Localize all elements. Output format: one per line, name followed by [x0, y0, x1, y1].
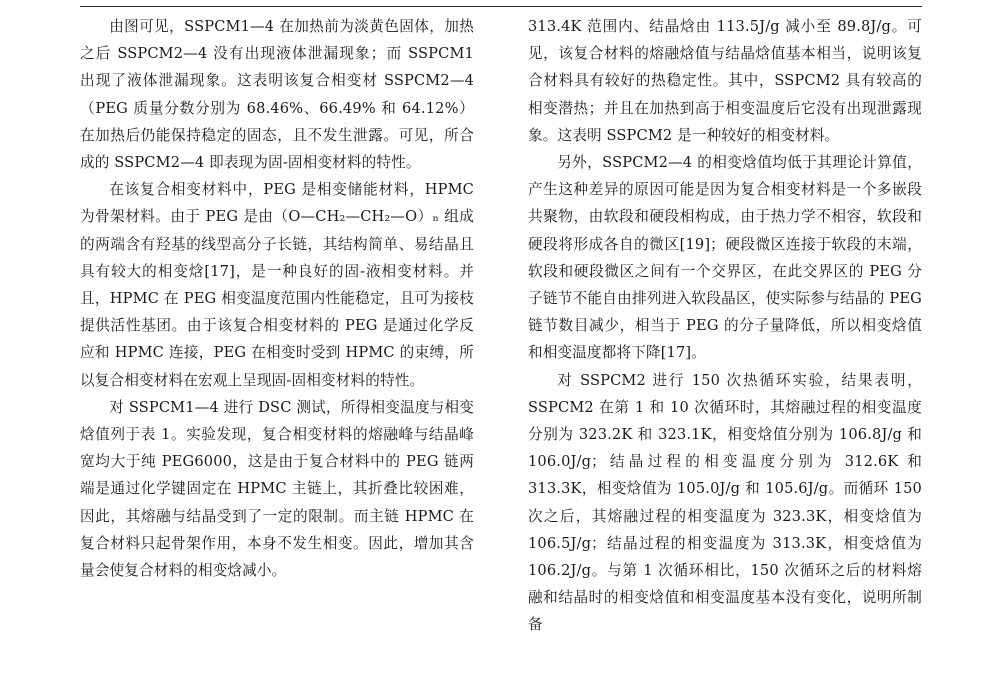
paragraph-enthalpy-continuation: 313.4K 范围内、结晶焓由 113.5J/g 减小至 89.8J/g。可见，该复合材料的熔融焓值与结晶焓值基本相当，说明该复合材料具有较好的热稳定性。其中，SSPCM2 具有较高的相变潜热；并且在加热到高于相变温度后它没有出现泄露现象。这表明 SSPCM2 是一种较好的相变材料。	[528, 18, 922, 144]
right-column	[528, 13, 922, 639]
paragraph-dsc-test: 对 SSPCM1—4 进行 DSC 测试，所得相变温度与相变焓值列于表 1。实验发现，复合相变材料的熔融峰与结晶峰宽均大于纯 PEG6000，这是由于复合材料中的 PEG 链两端是通过化学键固定在 HPMC 主链上，其折叠比较困难，因此，其熔融与结晶受到了一定的限制。而主链 HPMC 在复合材料只起骨架作用，本身不发生相变。因此，增加其含量会使复合材料的相变焓减小。	[80, 398, 474, 580]
paragraph-thermal-cycling: 对 SSPCM2 进行 150 次热循环实验，结果表明，SSPCM2 在第 1 和 10 次循环时，其熔融过程的相变温度分别为 323.2K 和 323.1K，相变焓值分别为 106.8J/g 和 106.0J/g；结晶过程的相变温度分别为 312.6K 和 313.3K，相变焓值为 105.0J/g 和 105.6J/g。而循环 150 次之后，其熔融过程的相变温度为 323.3K，相变焓值为 106.5J/g；结晶过程的相变温度为 313.3K，相变焓值为 106.2J/g。与第 1 次循环相比，150 次循环之后的材料熔融和结晶时的相变焓值和相变温度基本没有变化，说明所制备	[528, 371, 922, 634]
paragraph-peg-hpmc-structure: 在该复合相变材料中，PEG 是相变储能材料，HPMC 为骨架材料。由于 PEG 是由（O—CH₂—CH₂—O）ₙ 组成的两端含有羟基的线型高分子长链，其结构简单、易结晶且具有较大的相变焓[17]，是一种良好的固-液相变材料。并且，HPMC 在 PEG 相变温度范围内性能稳定，且可为接枝提供活性基团。由于该复合相变材料的 PEG 是通过化学反应和 HPMC 连接，PEG 在相变时受到 HPMC 的束缚，所以复合相变材料在宏观上呈现固-固相变材料的特性。	[80, 181, 474, 389]
paragraph-theoretical-enthalpy: 另外，SSPCM2—4 的相变焓值均低于其理论计算值，产生这种差异的原因可能是因为复合相变材料是一个多嵌段共聚物，由软段和硬段相构成，由于热力学不相容，软段和硬段将形成各自的微区[19]；硬段微区连接于软段的末端，软段和硬段微区之间有一个交界区，在此交界区的 PEG 分子链节不能自由排列进入软段晶区，使实际参与结晶的 PEG 链节数目减少，相当于 PEG 的分子量降低，所以相变焓值和相变温度都将下降[17]。	[528, 154, 922, 362]
header-rule	[80, 6, 922, 7]
left-column	[80, 13, 474, 584]
paragraph-leak-observation: 由图可见，SSPCM1—4 在加热前为淡黄色固体，加热之后 SSPCM2—4 没有出现液体泄漏现象；而 SSPCM1 出现了液体泄漏现象。这表明该复合相变材 SSPCM2—4（PEG 质量分数分别为 68.46%、66.49% 和 64.12%）在加热后仍能保持稳定的固态，且不发生泄露。可见，所合成的 SSPCM2—4 即表现为固-固相变材料的特性。	[80, 18, 474, 172]
